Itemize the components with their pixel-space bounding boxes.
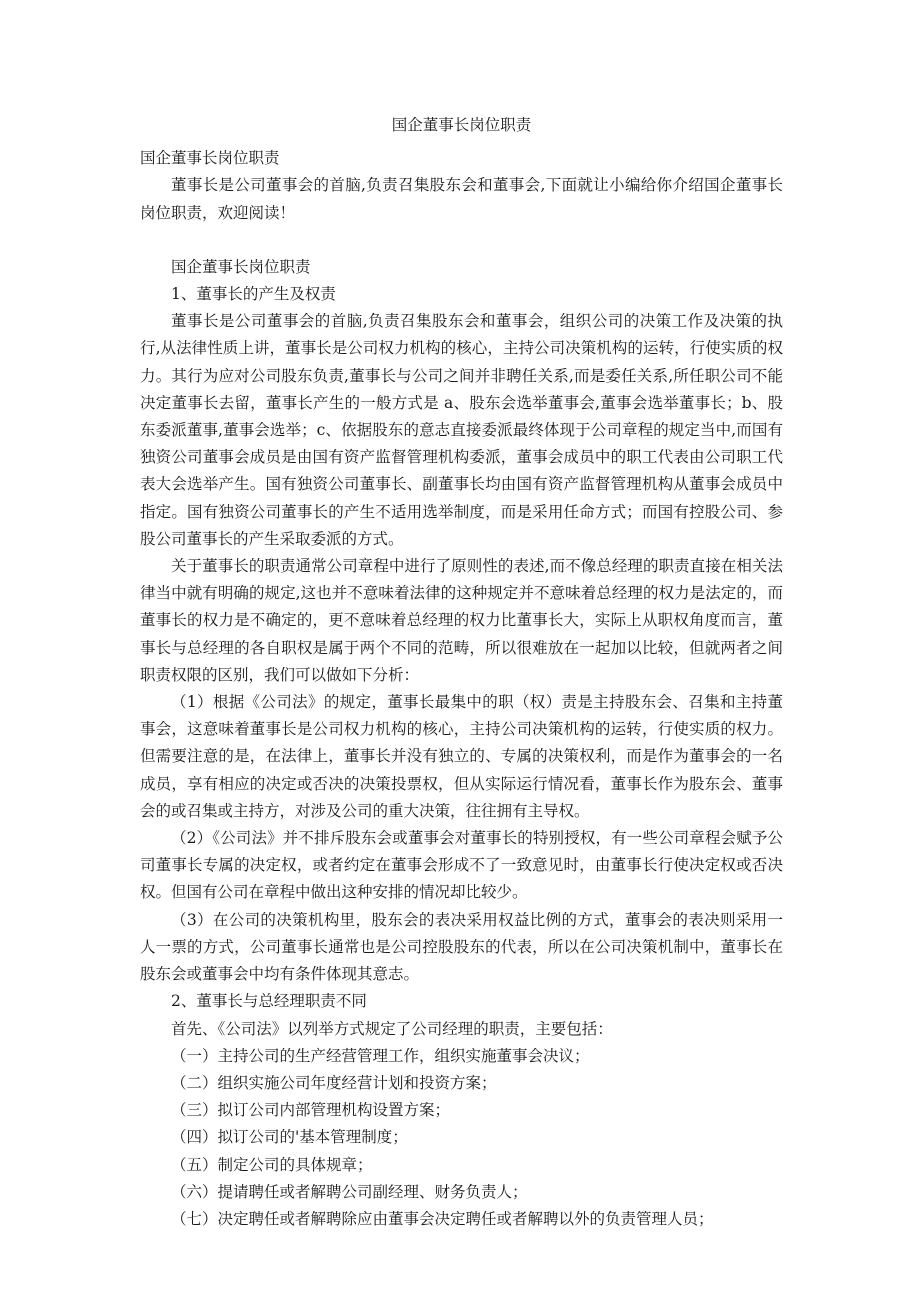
point-2: （2）《公司法》并不排斥股东会或董事会对董事长的特别授权，有一些公司章程会赋予公司董事长专属的决定权，或者约定在董事会形成不了一致意见时，由董事长行使决定权或否决权。但国有公司在章程中做出这种安排的情况却比较少。 — [140, 829, 783, 902]
duty-item: （一）主持公司的生产经营管理工作，组织实施董事会决议； — [171, 1046, 590, 1065]
paragraph-3: 首先、《公司法》以列举方式规定了公司经理的职责，主要包括： — [171, 1019, 613, 1038]
duty-item: （四）拟订公司的'基本管理制度； — [171, 1128, 408, 1147]
duty-item: （三）拟订公司内部管理机构设置方案； — [171, 1101, 451, 1120]
duty-item: （六）提请聘任或者解聘公司副经理、财务负责人； — [171, 1182, 528, 1201]
duty-item: （二）组织实施公司年度经营计划和投资方案； — [171, 1073, 497, 1092]
intro-paragraph: 董事长是公司董事会的首脑,负责召集股东会和董事会,下面就让小编给你介绍国企董事长岗位职责，欢迎阅读！ — [140, 176, 783, 222]
heading-2: 2、董事长与总经理职责不同 — [171, 992, 367, 1011]
point-1: （1）根据《公司法》的规定，董事长最集中的职（权）责是主持股东会、召集和主持董事会，这意味着董事长是公司权力机构的核心，主持公司决策机构的运转，行使实质的权力。但需要注意的是，在法律上，董事长并没有独立的、专属的决策权利，而是作为董事会的一名成员，享有相应的决定或否决的决策投票权，但从实际运行情况看，董事长作为股东会、董事会的或召集或主持方，对涉及公司的重大决策，往往拥有主导权。 — [140, 693, 783, 820]
paragraph-gap — [140, 227, 783, 254]
document-title: 国企董事长岗位职责 — [391, 116, 532, 134]
paragraph-1: 董事长是公司董事会的首脑,负责召集股东会和董事会，组织公司的决策工作及决策的执行,从法律性质上讲，董事长是公司权力机构的核心，主持公司决策机构的运转，行使实质的权力。其行为应对公司股东负责,董事长与公司之间并非聘任关系,而是委任关系,所任职公司不能决定董事长去留，董事长产生的一般方式是 a、股东会选举董事会,董事会选举董事长；b、股东委派董事,董事会选举；c、依据股东的意志直接委派最终体现于公司章程的规定当中,而国有独资公司董事会成员是由国有资产监督管理机构委派，董事会成员中的职工代表由公司职工代表大会选举产生。国有独资公司董事长、副董事长均由国有资产监督管理机构从董事会成员中指定。国有独资公司董事长的产生不适用选举制度，而是采用任命方式；而国有控股公司、参股公司董事长的产生采取委派的方式。 — [140, 312, 783, 548]
document-page — [140, 112, 783, 1233]
section-heading: 国企董事长岗位职责 — [171, 257, 311, 276]
heading-1: 1、董事长的产生及权责 — [171, 285, 336, 304]
point-3: （3）在公司的决策机构里，股东会的表决采用权益比例的方式，董事会的表决则采用一人一票的方式，公司董事长通常也是公司控股股东的代表，所以在公司决策机制中，董事长在股东会或董事会中均有条件体现其意志。 — [140, 910, 783, 984]
document-subtitle: 国企董事长岗位职责 — [140, 149, 280, 168]
paragraph-2: 关于董事长的职责通常公司章程中进行了原则性的表述,而不像总经理的职责直接在相关法律当中就有明确的规定,这也并不意味着法律的这种规定并不意味着总经理的权力是法定的，而董事长的权力是不确定的，更不意味着总经理的权力比董事长大，实际上从职权角度而言，董事长与总经理的各自职权是属于两个不同的范畴，所以很难放在一起加以比较，但就两者之间职责权限的区别，我们可以做如下分析： — [140, 557, 783, 684]
duty-item: （五）制定公司的具体规章； — [171, 1155, 373, 1174]
duty-item: （七）决定聘任或者解聘除应由董事会决定聘任或者解聘以外的负责管理人员； — [171, 1209, 714, 1228]
